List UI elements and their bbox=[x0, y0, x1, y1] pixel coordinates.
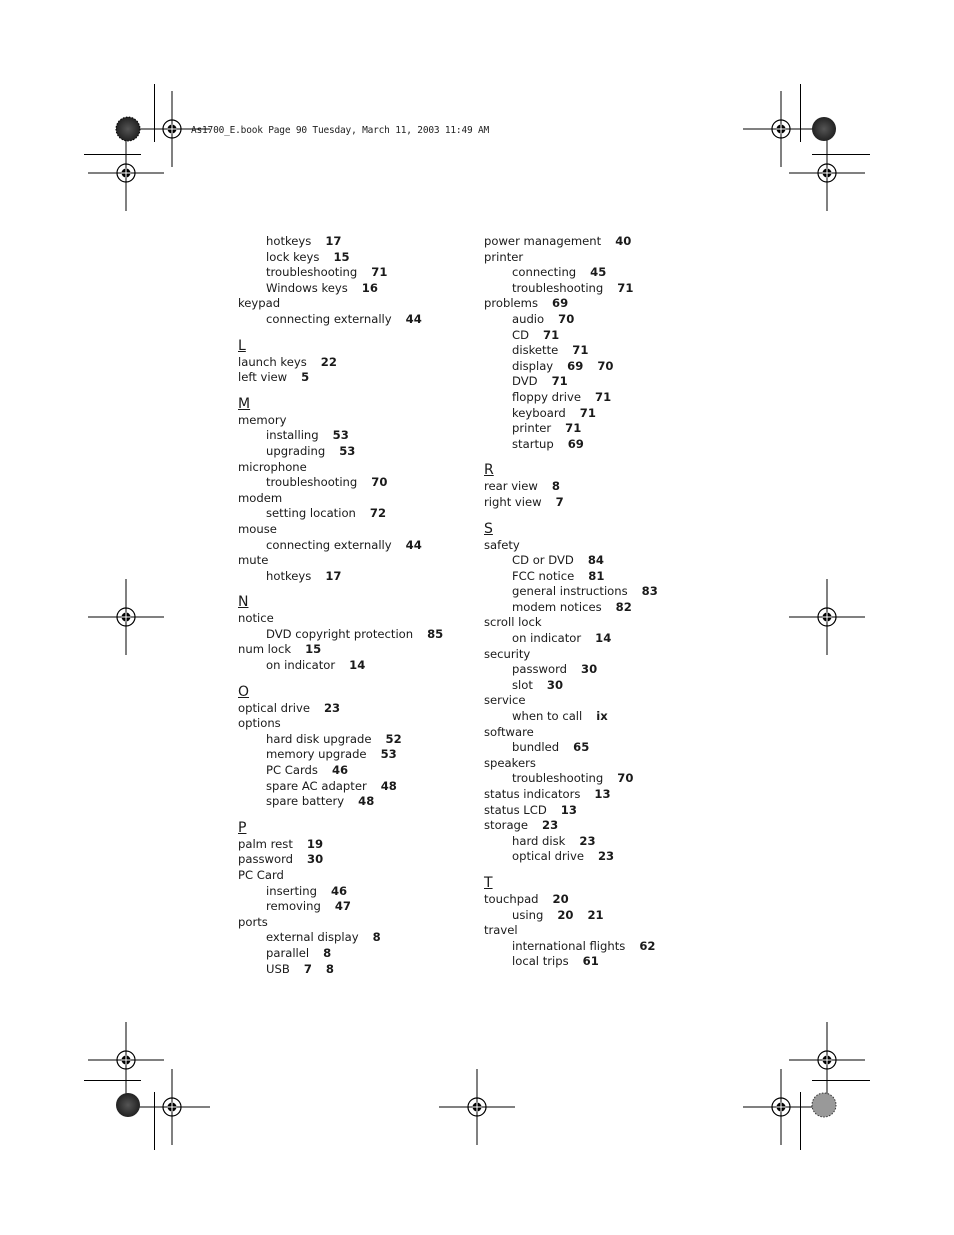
index-term: PC Card bbox=[238, 868, 284, 882]
index-term: international flights bbox=[512, 938, 626, 953]
index-entry bbox=[238, 716, 478, 732]
index-term: FCC notice bbox=[512, 568, 575, 583]
index-term: storage bbox=[484, 818, 529, 833]
index-subentry bbox=[238, 475, 478, 491]
index-subentry bbox=[238, 884, 478, 900]
page-number: 8 bbox=[551, 479, 560, 494]
index-subentry bbox=[238, 794, 478, 810]
index-subentry bbox=[238, 779, 478, 795]
index-entry bbox=[238, 915, 478, 931]
page-number: 70 bbox=[558, 311, 575, 326]
page-number: 52 bbox=[385, 731, 402, 746]
index-subentry bbox=[484, 740, 724, 756]
index-subentry bbox=[484, 265, 724, 281]
page-number: 23 bbox=[597, 849, 615, 864]
page-number: 46 bbox=[330, 883, 348, 898]
page-number: 53 bbox=[380, 747, 397, 762]
page-number: 23 bbox=[542, 818, 559, 833]
page-number: 71 bbox=[617, 280, 634, 295]
index-letter-heading: T bbox=[484, 874, 493, 891]
index-entry bbox=[238, 355, 478, 371]
index-letter-heading: L bbox=[238, 337, 246, 354]
index-subentry bbox=[238, 312, 478, 328]
index-entry bbox=[238, 553, 478, 569]
index-subentry bbox=[238, 962, 478, 978]
index-subentry bbox=[484, 631, 724, 647]
page-number: 71 bbox=[543, 327, 560, 342]
index-entry bbox=[484, 892, 724, 908]
index-entry bbox=[238, 460, 478, 476]
index-subentry bbox=[484, 312, 724, 328]
index-letter-heading: N bbox=[238, 594, 249, 611]
index-term: connecting externally bbox=[266, 537, 392, 552]
index-letter-heading: O bbox=[238, 683, 250, 700]
page-number: 15 bbox=[333, 249, 350, 264]
page-number: 71 bbox=[572, 343, 589, 358]
index-term: troubleshooting bbox=[512, 280, 604, 295]
index-term: keypad bbox=[238, 296, 281, 311]
index-term: Windows keys bbox=[266, 280, 348, 295]
page-number: 8 bbox=[372, 930, 381, 945]
index-entry bbox=[484, 538, 724, 554]
index-term: microphone bbox=[238, 459, 307, 474]
page-number: 53 bbox=[332, 428, 349, 443]
index-subentry bbox=[238, 899, 478, 915]
index-term: printer bbox=[512, 421, 552, 436]
index-term: left view bbox=[238, 370, 288, 385]
index-subentry bbox=[484, 421, 724, 437]
index-subentry bbox=[238, 946, 478, 962]
index-entry bbox=[238, 611, 478, 627]
index-entry bbox=[484, 234, 724, 250]
index-term: software bbox=[484, 724, 534, 739]
index-subentry bbox=[484, 678, 724, 694]
index-column-left bbox=[238, 234, 478, 977]
index-subentry bbox=[484, 437, 724, 453]
page-number: 47 bbox=[334, 899, 351, 914]
page-number: 71 bbox=[371, 265, 388, 280]
page-number: 46 bbox=[331, 763, 349, 778]
index-term: CD or DVD bbox=[512, 553, 574, 568]
index-term: password bbox=[512, 662, 568, 677]
page-number: 19 bbox=[306, 836, 324, 851]
index-subentry bbox=[238, 658, 478, 674]
index-subentry bbox=[238, 732, 478, 748]
index-term: CD bbox=[512, 327, 530, 342]
index-subentry bbox=[484, 939, 724, 955]
index-term: troubleshooting bbox=[512, 771, 604, 786]
page-number: 5 bbox=[301, 370, 310, 385]
index-subentry bbox=[484, 849, 724, 865]
index-entry bbox=[238, 868, 478, 884]
index-term: ports bbox=[238, 914, 268, 929]
index-term: spare AC adapter bbox=[266, 778, 367, 793]
page-number: 23 bbox=[579, 833, 596, 848]
index-subentry bbox=[238, 569, 478, 585]
index-subentry bbox=[238, 747, 478, 763]
page-number: 13 bbox=[594, 787, 611, 801]
page-number: 15 bbox=[305, 642, 322, 657]
page-number: 16 bbox=[361, 280, 378, 295]
index-column-right bbox=[484, 234, 724, 970]
page-number: 30 bbox=[581, 662, 598, 677]
index-subentry bbox=[484, 328, 724, 344]
index-subentry bbox=[484, 406, 724, 422]
index-entry bbox=[238, 642, 478, 658]
index-letter-heading: M bbox=[238, 395, 251, 412]
index-term: rear view bbox=[484, 479, 538, 494]
index-term: on indicator bbox=[266, 658, 336, 673]
index-term: startup bbox=[512, 436, 554, 451]
index-entry bbox=[484, 923, 724, 939]
index-term: travel bbox=[484, 923, 518, 938]
index-term: DVD copyright protection bbox=[266, 626, 414, 641]
index-term: memory bbox=[238, 412, 287, 427]
index-entry bbox=[484, 693, 724, 709]
index-term: USB bbox=[266, 961, 290, 976]
page-number: 30 bbox=[307, 852, 324, 867]
print-slug: As1700_E.book Page 90 Tuesday, March 11, 2003 11:49 AM bbox=[191, 125, 490, 136]
index-term: security bbox=[484, 646, 531, 661]
index-term: parallel bbox=[266, 945, 310, 960]
page-number: 71 bbox=[579, 405, 596, 420]
page-number: 8 bbox=[323, 945, 332, 960]
page-number: 69 bbox=[567, 436, 584, 451]
page-number: 72 bbox=[369, 506, 387, 521]
page-number: 8 bbox=[325, 961, 334, 976]
page-number: 85 bbox=[427, 626, 444, 641]
index-term: palm rest bbox=[238, 836, 293, 851]
index-subentry bbox=[484, 359, 724, 375]
page-number: 61 bbox=[582, 954, 599, 969]
index-term: mouse bbox=[238, 521, 277, 536]
index-term: bundled bbox=[512, 740, 560, 755]
index-entry bbox=[484, 479, 724, 495]
index-subentry bbox=[238, 250, 478, 266]
index-term: diskette bbox=[512, 343, 559, 358]
index-term: lock keys bbox=[266, 249, 320, 264]
index-term: connecting externally bbox=[266, 311, 392, 326]
index-letter-heading: S bbox=[484, 520, 493, 537]
index-term: inserting bbox=[266, 883, 317, 898]
index-term: troubleshooting bbox=[266, 265, 358, 280]
index-subentry bbox=[484, 954, 724, 970]
index-subentry bbox=[484, 390, 724, 406]
index-letter-heading: P bbox=[238, 819, 247, 836]
index-subentry bbox=[238, 763, 478, 779]
index-subentry bbox=[484, 374, 724, 390]
page-number: 81 bbox=[588, 568, 605, 583]
index-subentry bbox=[484, 834, 724, 850]
index-entry bbox=[238, 852, 478, 868]
page-number: 70 bbox=[597, 358, 614, 373]
index-subentry bbox=[238, 538, 478, 554]
page-number: 30 bbox=[546, 677, 564, 692]
index-subentry bbox=[484, 343, 724, 359]
index-subentry bbox=[484, 771, 724, 787]
index-entry bbox=[238, 837, 478, 853]
index-term: scroll lock bbox=[484, 615, 542, 630]
index-term: service bbox=[484, 693, 526, 708]
index-subentry bbox=[238, 281, 478, 297]
index-term: mute bbox=[238, 553, 269, 568]
page-number: 13 bbox=[560, 802, 577, 817]
index-subentry bbox=[238, 265, 478, 281]
index-term: audio bbox=[512, 311, 545, 326]
index-subentry bbox=[484, 908, 724, 924]
index-entry bbox=[484, 615, 724, 631]
page-number: 22 bbox=[320, 354, 337, 369]
index-term: memory upgrade bbox=[266, 747, 367, 762]
page-number: 44 bbox=[405, 537, 422, 552]
page-number: 69 bbox=[567, 358, 584, 373]
index-term: on indicator bbox=[512, 631, 582, 646]
page-number: 17 bbox=[325, 568, 342, 583]
page-number: 71 bbox=[565, 421, 582, 436]
index-subentry bbox=[238, 930, 478, 946]
page-number: 45 bbox=[590, 265, 607, 280]
index-entry bbox=[484, 250, 724, 266]
index-subentry bbox=[484, 569, 724, 585]
index-term: DVD bbox=[512, 374, 538, 389]
index-entry bbox=[484, 296, 724, 312]
index-term: right view bbox=[484, 494, 542, 509]
index-entry bbox=[484, 725, 724, 741]
page-number: 23 bbox=[323, 700, 341, 715]
index-term: hard disk upgrade bbox=[266, 731, 372, 746]
index-entry bbox=[238, 491, 478, 507]
index-entry bbox=[238, 413, 478, 429]
index-term: floppy drive bbox=[512, 389, 582, 404]
index-subentry bbox=[238, 444, 478, 460]
page-number: 83 bbox=[641, 584, 658, 599]
index-entry bbox=[238, 522, 478, 538]
index-term: num lock bbox=[238, 642, 292, 657]
index-term: hotkeys bbox=[266, 234, 312, 248]
page-number: 71 bbox=[595, 389, 612, 404]
index-subentry bbox=[484, 600, 724, 616]
index-letter-heading: R bbox=[484, 462, 494, 479]
index-term: hotkeys bbox=[266, 568, 312, 583]
index-term: options bbox=[238, 716, 281, 731]
index-term: status indicators bbox=[484, 787, 581, 801]
index-entry bbox=[238, 370, 478, 386]
index-subentry bbox=[484, 281, 724, 297]
index-term: slot bbox=[512, 677, 533, 692]
index-term: status LCD bbox=[484, 802, 547, 817]
page-number: 40 bbox=[615, 234, 632, 248]
index-subentry bbox=[484, 584, 724, 600]
index-entry bbox=[484, 647, 724, 663]
index-term: launch keys bbox=[238, 354, 307, 369]
page-number: 70 bbox=[617, 771, 634, 786]
index-term: connecting bbox=[512, 265, 577, 280]
page-number: 14 bbox=[595, 631, 612, 646]
index-subentry bbox=[238, 234, 478, 250]
index-term: modem bbox=[238, 490, 283, 505]
page-number: 48 bbox=[358, 794, 375, 809]
index-entry bbox=[484, 787, 724, 803]
index-term: when to call bbox=[512, 709, 583, 724]
index-term: removing bbox=[266, 899, 321, 914]
index-term: general instructions bbox=[512, 584, 628, 599]
index-entry bbox=[484, 818, 724, 834]
index-term: touchpad bbox=[484, 891, 539, 906]
index-term: speakers bbox=[484, 755, 536, 770]
index-subentry bbox=[484, 553, 724, 569]
page-number: 44 bbox=[405, 311, 422, 326]
page-number: 48 bbox=[380, 778, 397, 793]
index-subentry bbox=[238, 506, 478, 522]
page-number: 69 bbox=[552, 296, 569, 311]
index-term: optical drive bbox=[512, 849, 584, 864]
index-term: hard disk bbox=[512, 833, 566, 848]
index-term: notice bbox=[238, 611, 274, 626]
index-term: keyboard bbox=[512, 405, 566, 420]
index-term: external display bbox=[266, 930, 359, 945]
page-number: 20 bbox=[557, 907, 574, 922]
index-entry bbox=[238, 701, 478, 717]
index-subentry bbox=[238, 428, 478, 444]
page-number: 14 bbox=[349, 658, 366, 673]
index-term: printer bbox=[484, 249, 524, 264]
index-term: troubleshooting bbox=[266, 475, 358, 490]
index-subentry bbox=[484, 709, 724, 725]
page-number: 53 bbox=[339, 443, 356, 458]
page-number: 7 bbox=[555, 494, 564, 509]
index-entry bbox=[484, 495, 724, 511]
index-term: spare battery bbox=[266, 794, 345, 809]
index-term: installing bbox=[266, 428, 319, 443]
index-term: display bbox=[512, 358, 554, 373]
index-subentry bbox=[484, 662, 724, 678]
page-number: 82 bbox=[615, 599, 632, 614]
index-subentry bbox=[238, 627, 478, 643]
index-entry bbox=[484, 756, 724, 772]
page-number: 84 bbox=[587, 553, 604, 568]
index-term: setting location bbox=[266, 506, 356, 521]
index-term: optical drive bbox=[238, 700, 310, 715]
index-entry bbox=[238, 296, 478, 312]
index-term: upgrading bbox=[266, 443, 326, 458]
page-number: 71 bbox=[551, 374, 568, 389]
index-term: power management bbox=[484, 234, 602, 248]
page-number: 62 bbox=[639, 938, 656, 953]
index-term: problems bbox=[484, 296, 539, 311]
index-term: modem notices bbox=[512, 599, 602, 614]
page-number: 17 bbox=[325, 234, 342, 248]
index-term: safety bbox=[484, 537, 520, 552]
page-number: 70 bbox=[371, 475, 388, 490]
index-term: using bbox=[512, 907, 544, 922]
index-term: password bbox=[238, 852, 294, 867]
page-number: 7 bbox=[303, 961, 312, 976]
page-number: ix bbox=[596, 709, 608, 724]
page-number: 65 bbox=[573, 740, 590, 755]
index-entry bbox=[484, 803, 724, 819]
page-number: 20 bbox=[552, 891, 569, 906]
page-number: 21 bbox=[587, 907, 604, 922]
index-term: PC Cards bbox=[266, 763, 318, 778]
index-term: local trips bbox=[512, 954, 569, 969]
